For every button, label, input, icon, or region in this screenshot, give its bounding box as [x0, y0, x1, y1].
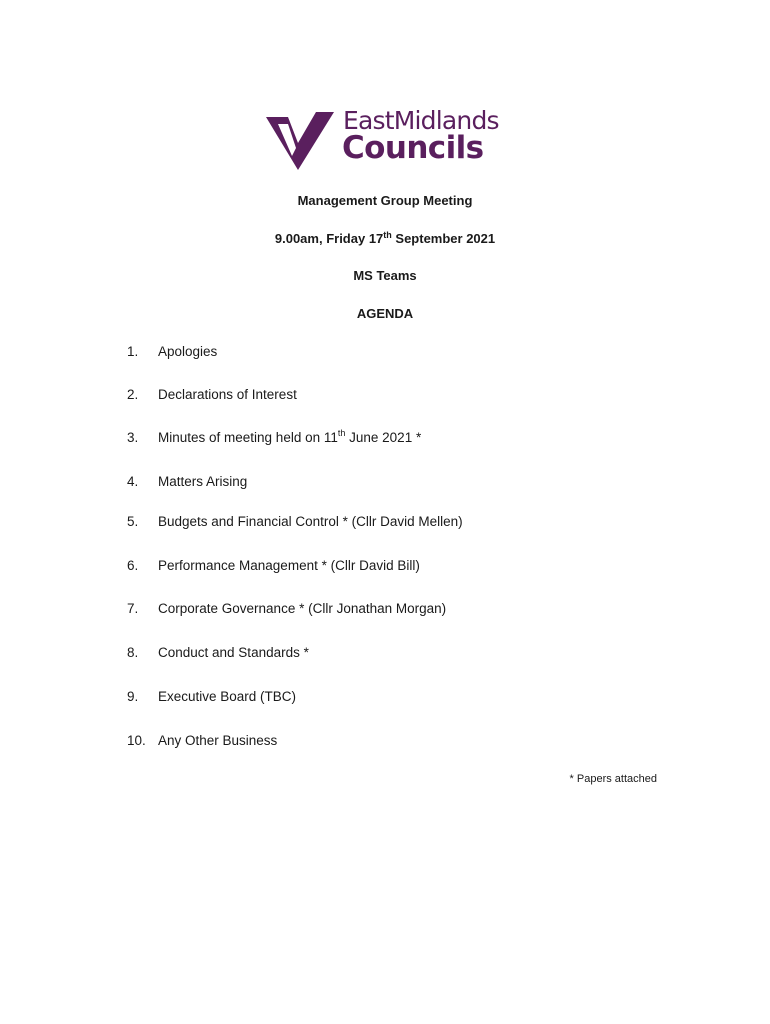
checkmark-logo-icon [266, 110, 334, 170]
agenda-item-text: Matters Arising [158, 474, 248, 489]
meeting-date [0, 231, 770, 246]
agenda-item-text-rest: June 2021 * [345, 430, 422, 445]
logo-text-councils: Councils [342, 130, 484, 166]
agenda-item-number: 1. [127, 344, 139, 359]
meeting-location: MS Teams [353, 268, 417, 283]
agenda-item-text: Declarations of Interest [158, 387, 297, 402]
agenda-item-number: 2. [127, 387, 139, 402]
logo-text-eastmidlands: EastMidlands [343, 106, 499, 135]
meeting-date-ordinal: th [383, 230, 392, 240]
agenda-item-number: 10. [127, 733, 146, 748]
agenda-item-text-main: Minutes of meeting held on 11 [158, 430, 338, 445]
agenda-item-text: Executive Board (TBC) [158, 689, 297, 704]
agenda-item-text [158, 430, 421, 445]
meeting-date-main: 9.00am, Friday 17 [274, 231, 384, 246]
agenda-item-text: Budgets and Financial Control * (Cllr David Mellen) [158, 514, 463, 529]
papers-attached-footnote: * Papers attached [569, 773, 657, 785]
agenda-item-text: Any Other Business [158, 733, 278, 748]
agenda-item-ordinal: th [337, 428, 346, 438]
agenda-item-text: Conduct and Standards * [158, 645, 309, 660]
agenda-item-number: 8. [127, 645, 139, 660]
agenda-item-text: Performance Management * (Cllr David Bill) [158, 558, 420, 573]
agenda-item-number: 6. [127, 558, 139, 573]
agenda-item-number: 9. [127, 689, 139, 704]
east-midlands-councils-logo [266, 108, 516, 172]
agenda-item-text: Corporate Governance * (Cllr Jonathan Morgan) [158, 601, 447, 616]
agenda-item-text: Apologies [158, 344, 218, 359]
meeting-date-rest: September 2021 [391, 231, 496, 246]
agenda-item-number: 4. [127, 474, 139, 489]
agenda-item-number: 7. [127, 601, 139, 616]
agenda-heading: AGENDA [356, 306, 414, 321]
agenda-item-number: 5. [127, 514, 139, 529]
meeting-title: Management Group Meeting [297, 193, 473, 208]
agenda-item-number: 3. [127, 430, 139, 445]
